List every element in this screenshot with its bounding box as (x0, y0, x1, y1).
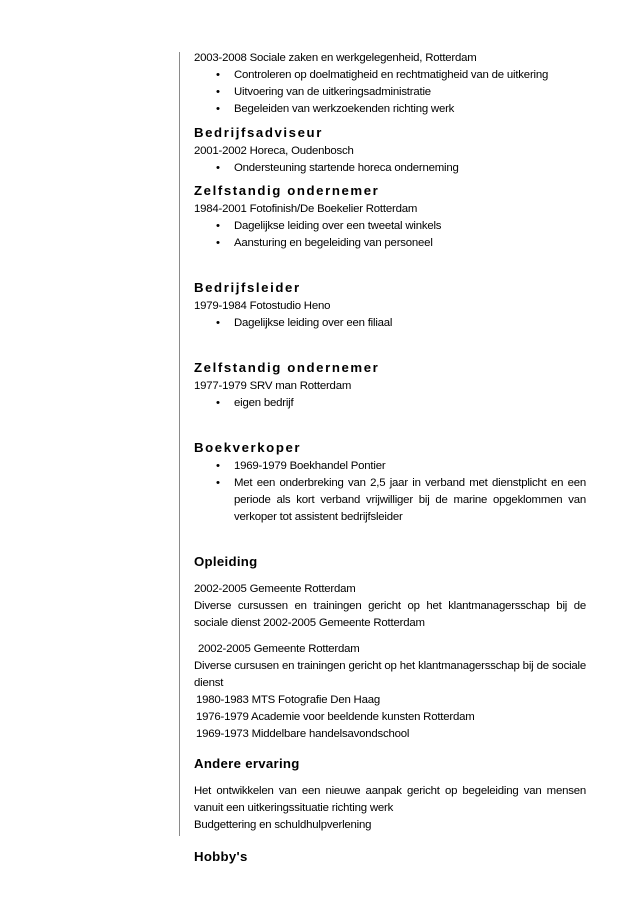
education-line: 1980-1983 MTS Fotografie Den Haag (196, 694, 380, 706)
section-heading: Zelfstandig ondernemer (194, 183, 380, 198)
job-period-line: 1984-2001 Fotofinish/De Boekelier Rotterdam (194, 203, 418, 215)
section-heading: Andere ervaring (194, 756, 300, 771)
list-item: • Controleren op doelmatigheid en rechtmatigheid van de uitkering (194, 67, 586, 84)
spacer (194, 332, 586, 355)
list-item: • Begeleiden van werkzoekenden richting werk (194, 101, 586, 118)
spacer (194, 412, 586, 435)
education-line: 1969-1973 Middelbare handelsavondschool (196, 728, 410, 740)
section-heading: Bedrijfsleider (194, 280, 301, 295)
education-paragraph: Diverse cursussen en trainingen gericht op het klantmanagersschap bij de sociale dienst 2002-2005 Gemeente Rotterdam (194, 600, 586, 629)
document-body (194, 50, 586, 871)
bullet-list (194, 458, 586, 526)
list-item: • 1969-1979 Boekhandel Pontier (194, 458, 586, 475)
section-heading: Opleiding (194, 554, 258, 569)
bullet-list (194, 67, 586, 118)
job-period-line: 2003-2008 Sociale zaken en werkgelegenheid, Rotterdam (194, 52, 477, 64)
spacer (194, 526, 586, 549)
spacer (194, 632, 586, 641)
education-line: 2002-2005 Gemeente Rotterdam (198, 643, 360, 655)
experience-line: Budgettering en schuldhulpverlening (194, 819, 372, 831)
bullet-list (194, 218, 586, 252)
education-line: 1976-1979 Academie voor beeldende kunsten Rotterdam (196, 711, 475, 723)
section-heading: Hobby's (194, 849, 248, 864)
page-margin-rule (179, 52, 180, 836)
list-item: • Ondersteuning startende horeca onderneming (194, 160, 586, 177)
list-item: • Met een onderbreking van 2,5 jaar in verband met dienstplicht en een periode als kort verband vrijwilliger bij de marine opgeklommen van verkoper tot assistent bedrijfsleider (194, 475, 586, 526)
list-item: • Dagelijkse leiding over een filiaal (194, 315, 586, 332)
experience-paragraph: Het ontwikkelen van een nieuwe aanpak gericht op begeleiding van mensen vanuit een uitkeringssituatie richting werk (194, 785, 586, 814)
job-period-line: 1977-1979 SRV man Rotterdam (194, 380, 352, 392)
bullet-list (194, 395, 586, 412)
education-paragraph: Diverse cursusen en trainingen gericht op het klantmanagersschap bij de sociale dienst (194, 660, 586, 689)
list-item: • Aansturing en begeleiding van personeel (194, 235, 586, 252)
section-heading: Boekverkoper (194, 440, 302, 455)
job-period-line: 1979-1984 Fotostudio Heno (194, 300, 331, 312)
spacer (194, 252, 586, 275)
section-heading: Bedrijfsadviseur (194, 125, 323, 140)
section-heading: Zelfstandig ondernemer (194, 360, 380, 375)
list-item: • Uitvoering van de uitkeringsadministratie (194, 84, 586, 101)
job-period-line: 2001-2002 Horeca, Oudenbosch (194, 145, 354, 157)
bullet-list (194, 160, 586, 177)
list-item: • Dagelijkse leiding over een tweetal winkels (194, 218, 586, 235)
bullet-list (194, 315, 586, 332)
list-item: • eigen bedrijf (194, 395, 586, 412)
education-line: 2002-2005 Gemeente Rotterdam (194, 583, 356, 595)
